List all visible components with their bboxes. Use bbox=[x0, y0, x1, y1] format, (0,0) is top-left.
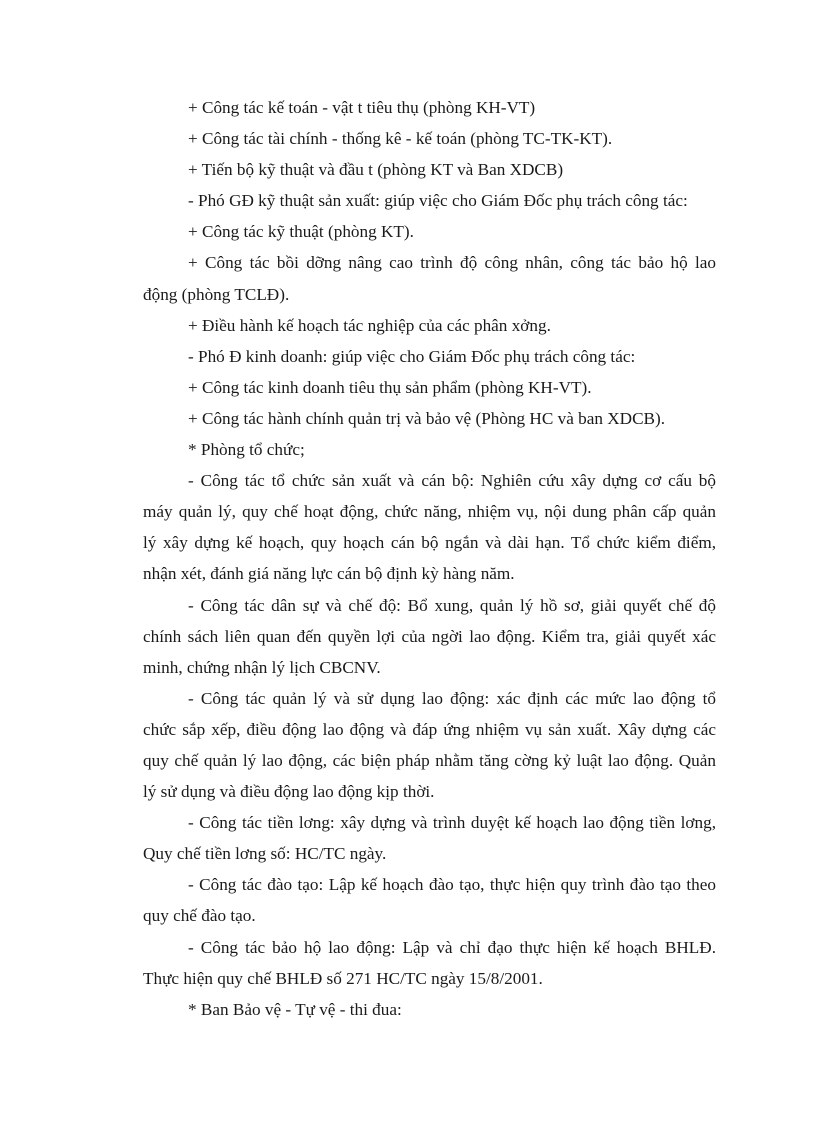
document-body bbox=[143, 92, 716, 1025]
text-line: - Công tác bảo hộ lao động: Lập và chỉ đạo thực hiện kế hoạch BHLĐ. bbox=[188, 937, 716, 957]
text-line: - Phó Đ kinh doanh: giúp việc cho Giám Đốc phụ trách công tác: bbox=[188, 346, 636, 366]
text-line: * Ban Bảo vệ - Tự vệ - thi đua: bbox=[188, 999, 402, 1019]
text-line: nhận xét, đánh giá năng lực cán bộ định kỳ hàng năm. bbox=[143, 564, 515, 584]
text-line: + Công tác hành chính quản trị và bảo vệ (Phòng HC và ban XDCB). bbox=[188, 408, 666, 428]
text-line: - Công tác dân sự và chế độ: Bổ xung, quản lý hồ sơ, giải quyết chế độ bbox=[188, 595, 716, 615]
text-line: chức sắp xếp, điều động lao động và đáp ứng nhiệm vụ sản xuất. Xây dựng các bbox=[143, 719, 716, 739]
text-line: + Công tác tài chính - thống kê - kế toán (phòng TC-TK-KT). bbox=[188, 129, 613, 149]
text-line: + Công tác kinh doanh tiêu thụ sản phẩm (phòng KH-VT). bbox=[188, 377, 592, 397]
text-line: + Công tác kế toán - vật t tiêu thụ (phòng KH-VT) bbox=[188, 98, 536, 117]
text-line: lý xây dựng kế hoạch, quy hoạch cán bộ ngắn và dài hạn. Tổ chức kiểm điểm, bbox=[143, 533, 716, 553]
text-line: - Công tác quản lý và sử dụng lao động: xác định các mức lao động tổ bbox=[188, 688, 716, 708]
text-line: * Phòng tổ chức; bbox=[188, 440, 305, 460]
text-line: động (phòng TCLĐ). bbox=[143, 284, 290, 304]
text-line: - Công tác tiền lơng: xây dựng và trình duyệt kế hoạch lao động tiền lơng, bbox=[188, 813, 716, 833]
text-line: - Công tác đào tạo: Lập kế hoạch đào tạo, thực hiện quy trình đào tạo theo bbox=[188, 875, 716, 895]
text-line: lý sử dụng và điều động lao động kịp thời. bbox=[143, 782, 435, 802]
text-line: + Công tác kỹ thuật (phòng KT). bbox=[188, 222, 414, 242]
text-line: + Tiến bộ kỹ thuật và đầu t (phòng KT và Ban XDCB) bbox=[188, 160, 564, 180]
text-line: - Phó GĐ kỹ thuật sản xuất: giúp việc cho Giám Đốc phụ trách công tác: bbox=[188, 191, 688, 211]
text-line: Quy chế tiền lơng số: HC/TC ngày. bbox=[143, 844, 387, 864]
text-line: chính sách liên quan đến quyền lợi của ngời lao động. Kiểm tra, giải quyết xác bbox=[143, 626, 716, 646]
text-line: Thực hiện quy chế BHLĐ số 271 HC/TC ngày 15/8/2001. bbox=[143, 968, 543, 988]
text-line: quy chế quản lý lao động, các biện pháp nhằm tăng cờng kỷ luật lao động. Quản bbox=[143, 750, 716, 770]
text-line: + Công tác bồi dỡng nâng cao trình độ công nhân, công tác bảo hộ lao bbox=[188, 253, 716, 273]
text-line: minh, chứng nhận lý lịch CBCNV. bbox=[143, 657, 381, 677]
text-line: + Điều hành kế hoạch tác nghiệp của các phân xởng. bbox=[188, 315, 551, 335]
text-line: máy quản lý, quy chế hoạt động, chức năng, nhiệm vụ, nội dung phân cấp quản bbox=[143, 502, 716, 522]
text-line: - Công tác tổ chức sản xuất và cán bộ: Nghiên cứu xây dựng cơ cấu bộ bbox=[188, 471, 716, 491]
text-line: quy chế đào tạo. bbox=[143, 906, 256, 926]
